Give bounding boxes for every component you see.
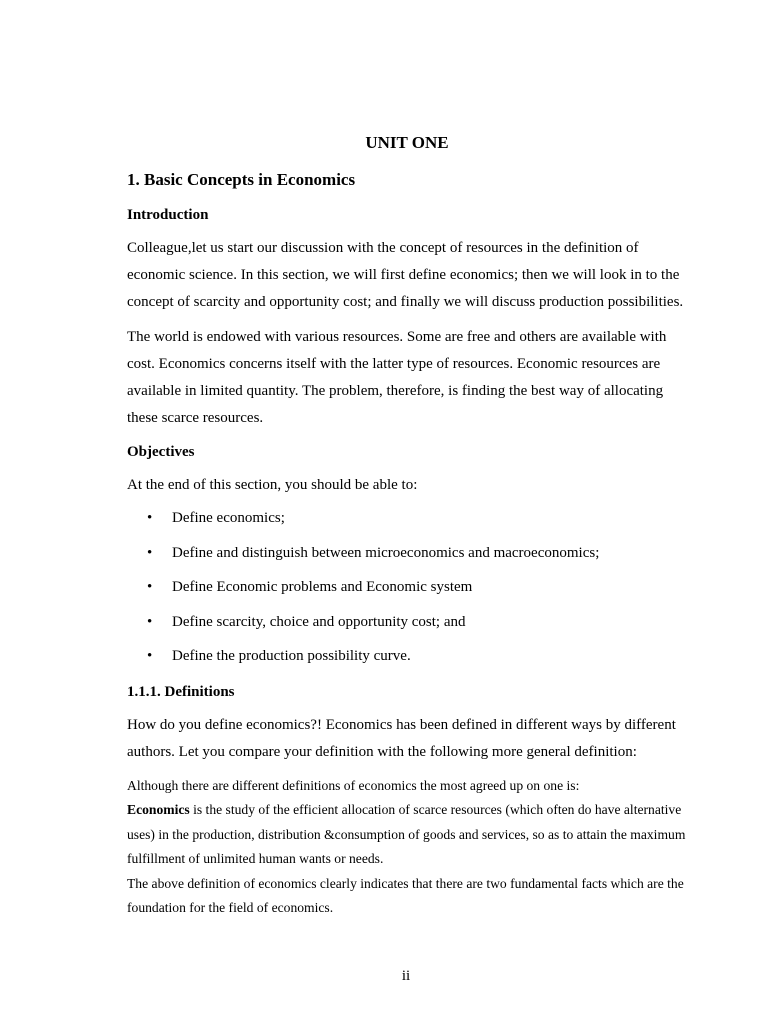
- introduction-paragraph-2: The world is endowed with various resources. Some are free and others are available with cost. Economics concerns itself with the latter type of resources. Economic resources are available in limited quantity. The problem, therefore, is finding the best way of allocating these scarce resources.: [127, 329, 667, 426]
- objective-text: Define Economic problems and Economic system: [172, 579, 473, 595]
- objective-item: [127, 542, 687, 564]
- page-number: ii: [401, 968, 411, 984]
- objective-text: Define the production possibility curve.: [172, 648, 411, 664]
- objective-text: Define economics;: [172, 510, 285, 526]
- definition-term: Economics: [127, 802, 190, 817]
- bullet-icon: •: [147, 648, 153, 664]
- economics-definition: [127, 798, 687, 872]
- introduction-heading: Introduction: [127, 207, 209, 223]
- objective-item: [127, 576, 687, 598]
- objective-text: Define and distinguish between microeconomics and macroeconomics;: [172, 544, 600, 561]
- section-title: 1. Basic Concepts in Economics: [127, 170, 356, 189]
- definition-closing: The above definition of economics clearly indicates that there are two fundamental facts which are the foundation for the field of economics.: [127, 875, 684, 915]
- objective-item: [127, 611, 687, 633]
- objective-text: Define scarcity, choice and opportunity cost; and: [172, 613, 466, 630]
- definitions-paragraph: How do you define economics?! Economics has been defined in different ways by different authors. Let you compare your definition with the following more general definition:: [127, 716, 676, 760]
- bullet-icon: •: [147, 544, 153, 561]
- objective-item: [127, 507, 687, 529]
- page-content: [127, 131, 687, 921]
- definitions-heading: 1.1.1. Definitions: [127, 683, 235, 700]
- bullet-icon: •: [147, 579, 153, 595]
- objectives-list: [127, 507, 687, 667]
- bullet-icon: •: [147, 510, 153, 526]
- agreed-definition-intro: Although there are different definitions of economics the most agreed up on one is:: [127, 777, 580, 793]
- introduction-paragraph-1: Colleague,let us start our discussion with the concept of resources in the definition of economic science. In this section, we will first define economics; then we will look in to the concept of scarcity and opportunity cost; and finally we will discuss production possibilities.: [127, 240, 684, 310]
- definition-text: is the study of the efficient allocation of scarce resources (which often do have alternative uses) in the production, distribution &consumption of goods and services, so as to attain the maximum fulfillment of unlimited human wants or needs.: [127, 802, 686, 866]
- objectives-lead: At the end of this section, you should be able to:: [127, 477, 418, 493]
- objective-item: [127, 645, 687, 667]
- bullet-icon: •: [147, 613, 153, 630]
- unit-title: UNIT ONE: [365, 133, 449, 152]
- objectives-heading: Objectives: [127, 444, 195, 460]
